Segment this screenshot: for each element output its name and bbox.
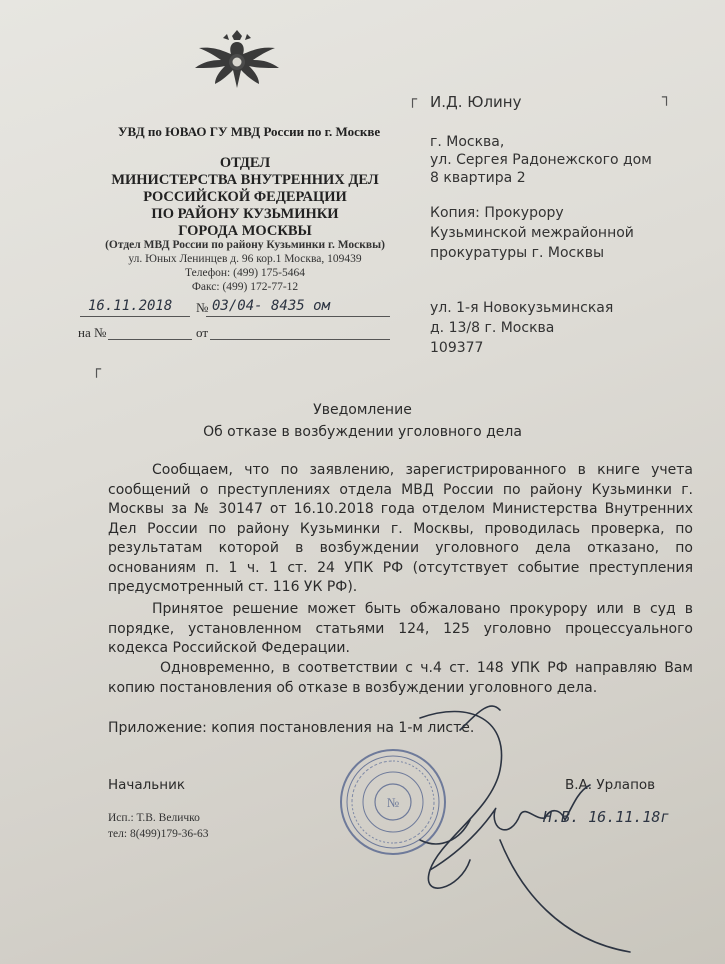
dept-phone: Телефон: (499) 175-5464 xyxy=(185,267,305,279)
executor-phone: тел: 8(499)179-36-63 xyxy=(108,828,209,840)
corner-mark-top-left: ┌ xyxy=(408,90,418,108)
dept-fax: Факс: (499) 172-77-12 xyxy=(191,281,299,293)
ref-number-underline xyxy=(108,339,192,340)
dept-line-3: РОССИЙСКОЙ ФЕДЕРАЦИИ xyxy=(143,189,347,205)
ref-date-underline xyxy=(210,339,390,340)
eagle-emblem-icon xyxy=(185,28,290,98)
recipient-name: И.Д. Юлину xyxy=(430,93,522,111)
reg-no-label: № xyxy=(196,300,209,315)
dept-line-4: ПО РАЙОНУ КУЗЬМИНКИ xyxy=(151,206,339,222)
reg-date: 16.11.2018 xyxy=(88,298,173,314)
handwritten-note: Н.В. 16.11.18г xyxy=(543,808,670,826)
notice-title: Уведомление xyxy=(313,402,412,418)
svg-text:№: № xyxy=(386,795,400,810)
recipient-line-1: г. Москва, xyxy=(430,134,505,150)
signer-name: В.А. Урлапов xyxy=(565,777,656,793)
body-paragraph-1 xyxy=(108,461,693,598)
ref-label: на № xyxy=(78,325,107,340)
dept-line-5: ГОРОДА МОСКВЫ xyxy=(178,223,312,239)
reg-date-underline xyxy=(80,316,190,317)
dept-line-1: ОТДЕЛ xyxy=(219,155,271,171)
copy-line-1: Копия: Прокурору xyxy=(430,205,564,221)
signer-position: Начальник xyxy=(108,777,186,793)
corner-mark-left: ┌ xyxy=(92,360,102,378)
corner-mark-top-right: ┐ xyxy=(662,88,672,106)
copy-line-2: Кузьминской межрайонной xyxy=(430,225,634,241)
reg-number: 03/04- 8435 ом xyxy=(212,298,331,314)
dept-address: ул. Юных Ленинцев д. 96 кор.1 Москва, 109439 xyxy=(128,253,362,265)
body-paragraph-2 xyxy=(108,600,693,659)
agency-top-line: УВД по ЮВАО ГУ МВД России по г. Москве xyxy=(118,124,381,139)
copy-addr-3: 109377 xyxy=(430,340,484,356)
attachment-line: Приложение: копия постановления на 1-м листе. xyxy=(108,720,475,736)
ref-from-label: от xyxy=(196,325,209,340)
notice-subtitle: Об отказе в возбуждении уголовного дела xyxy=(203,424,522,440)
body-paragraph-3-text: Одновременно, в соответствии с ч.4 ст. 148 УПК РФ направляю Вам копию постановления об отказе в возбуждении уголовного дела. xyxy=(108,660,693,696)
reg-number-underline xyxy=(206,316,390,317)
copy-addr-1: ул. 1-я Новокузьминская xyxy=(430,300,614,316)
recipient-line-2: ул. Сергея Радонежского дом xyxy=(430,152,652,168)
dept-line-2: МИНИСТЕРСТВА ВНУТРЕННИХ ДЕЛ xyxy=(111,172,379,188)
recipient-line-3: 8 квартира 2 xyxy=(430,170,526,186)
body-paragraph-1-text: Сообщаем, что по заявлению, зарегистрированного в книге учета сообщений о преступлениях отдела МВД России по району Кузьминки г. Москвы за № 30147 от 16.10.2018 года отделом Министерства Внутренних Дел России по району Кузьминки г. Москвы, проводилась проверка, по результатам которой в возбуждении уголовного дела отказано, по основаниям п. 1 ч. 1 ст. 24 УПК РФ (отсутствует событие преступления предусмотренный ст. 116 УК РФ). xyxy=(108,462,693,595)
copy-addr-2: д. 13/8 г. Москва xyxy=(430,320,555,336)
dept-short-name: (Отдел МВД России по району Кузьминки г. Москвы) xyxy=(105,239,385,251)
copy-line-3: прокуратуры г. Москвы xyxy=(430,245,605,261)
executor-name: Исп.: Т.В. Величко xyxy=(108,812,200,824)
body-paragraph-2-text: Принятое решение может быть обжаловано прокурору или в суд в порядке, установленном статьями 124, 125 уголовно процессуального кодекса Российской Федерации. xyxy=(108,601,693,656)
